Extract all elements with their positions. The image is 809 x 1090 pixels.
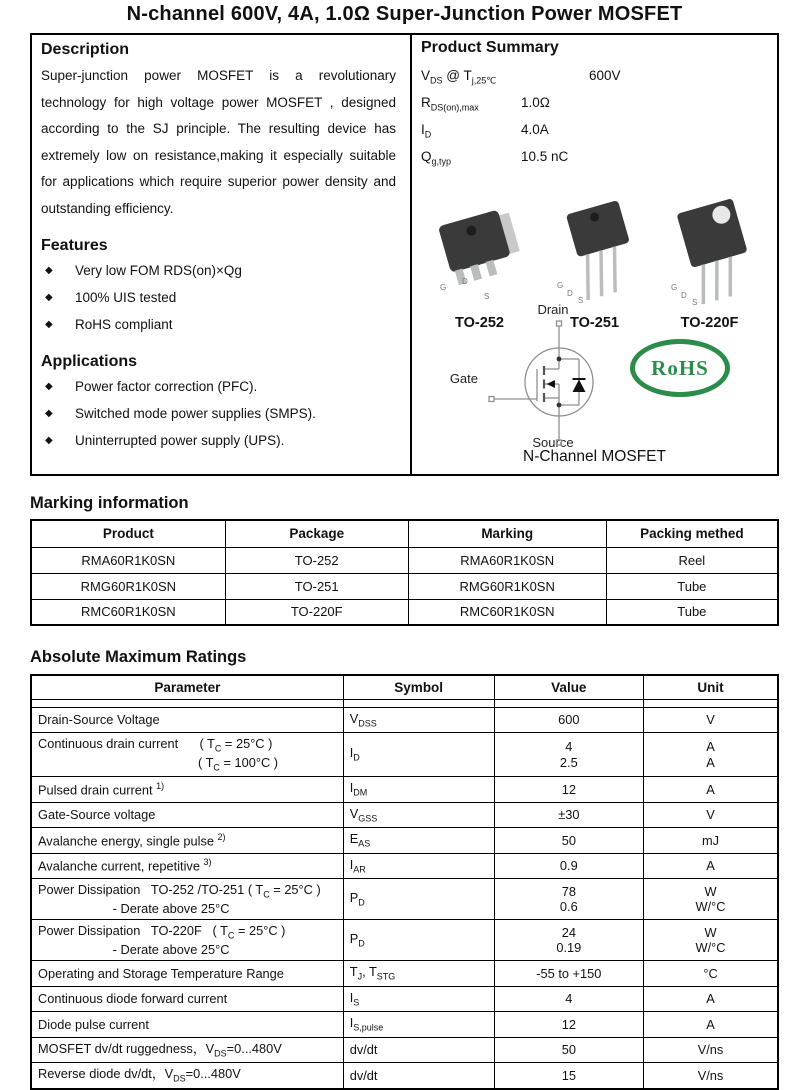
table-cell: Tube: [606, 573, 778, 599]
list-item-label: Very low FOM RDS(on)×Qg: [75, 263, 242, 278]
table-cell: $V_{DSS}$: [343, 707, 494, 733]
table-cell: 0.9: [494, 853, 643, 879]
product-summary-specs: [421, 64, 771, 172]
list-item: [41, 284, 396, 311]
table-cell: $I_{DM}$: [343, 777, 494, 803]
overview-box: [30, 33, 779, 476]
table-cell: Reel: [606, 547, 778, 573]
diamond-bullet-icon: ◆: [45, 319, 53, 330]
table-cell: RMC60R1K0SN: [31, 599, 225, 625]
spec-row: [421, 118, 771, 145]
table-cell: $V_{GSS}$: [343, 802, 494, 828]
pin-label-s: S: [483, 292, 489, 301]
marking-heading: Marking information: [30, 494, 189, 512]
table-cell: 12: [494, 1012, 643, 1038]
spacer-row: [31, 699, 778, 707]
list-item-label: RoHS compliant: [75, 317, 173, 332]
list-item: [41, 373, 396, 400]
diamond-bullet-icon: ◆: [45, 265, 53, 276]
table-cell: $I_S$: [343, 986, 494, 1012]
table-cell: 4: [494, 986, 643, 1012]
table-cell: $P_D$: [343, 920, 494, 961]
features-heading: Features: [41, 237, 108, 254]
table-row: [31, 853, 778, 879]
table-cell: ±30: [494, 802, 643, 828]
table-row: [31, 986, 778, 1012]
spec-symbol: $V_{DS}$ @ $T_{j,25℃}$: [421, 68, 497, 86]
list-item: [41, 257, 396, 284]
table-cell: Avalanche energy, single pulse $^{2)}$: [31, 828, 343, 854]
table-cell: 600: [494, 707, 643, 733]
table-cell: V: [644, 802, 778, 828]
spacer-cell: [31, 699, 343, 707]
list-item-label: Uninterrupted power supply (UPS).: [75, 433, 285, 448]
page-title: N-channel 600V, 4A, 1.0Ω Super-Junction Power MOSFET: [126, 3, 683, 25]
table-cell: Tube: [606, 599, 778, 625]
table-cell: -55 to +150: [494, 961, 643, 987]
table-row: [31, 1037, 778, 1063]
table-cell: $T_J$, $T_{STG}$: [343, 961, 494, 987]
table-cell: Diode pulse current: [31, 1012, 343, 1038]
column-header: Product: [31, 520, 225, 547]
diamond-bullet-icon: ◆: [45, 381, 53, 392]
table-row: [31, 828, 778, 854]
column-header: Value: [494, 675, 643, 699]
table-row: [31, 1012, 778, 1038]
spacer-cell: [343, 699, 494, 707]
table-cell: TO-220F: [225, 599, 408, 625]
table-cell: A: [644, 1012, 778, 1038]
marking-table: [30, 519, 779, 626]
table-row: [31, 961, 778, 987]
pin-label-g: G: [670, 283, 677, 292]
ratings-heading: Absolute Maximum Ratings: [30, 648, 247, 666]
table-cell: Reverse diode dv/dt，$V_{DS}=0...480V$: [31, 1063, 343, 1089]
table-row: [31, 777, 778, 803]
spec-value: 1.0Ω: [521, 95, 550, 110]
pin-label-d: D: [680, 291, 687, 300]
table-cell: $I_{AR}$: [343, 853, 494, 879]
description-heading: Description: [41, 41, 130, 58]
marking-table-body: [31, 547, 778, 625]
table-cell: A: [644, 777, 778, 803]
applications-heading: Applications: [41, 353, 138, 370]
spec-value: 10.5 nC: [521, 149, 569, 164]
table-cell: TO-252: [225, 547, 408, 573]
package-label: TO-251: [570, 315, 619, 331]
spec-symbol: $R_{DS(on),max}$: [421, 95, 479, 113]
table-cell: 50: [494, 1037, 643, 1063]
column-header: Packing methed: [606, 520, 778, 547]
table-cell: dv/dt: [343, 1063, 494, 1089]
drain-label: Drain: [537, 302, 569, 317]
table-cell: 78 0.6: [494, 879, 643, 920]
spec-symbol: $Q_{g,typ}$: [421, 149, 452, 167]
table-cell: V: [644, 707, 778, 733]
column-header: Package: [225, 520, 408, 547]
pin-label-s: S: [577, 296, 583, 305]
table-cell: A A: [644, 733, 778, 777]
product-summary-heading: Product Summary: [421, 39, 559, 56]
table-cell: Power Dissipation TO-252 /TO-251 ( $T_C = 25^\circ C$ ) - Derate above 25°C: [31, 879, 343, 920]
list-item: [41, 311, 396, 338]
table-cell: W W/°C: [644, 879, 778, 920]
table-cell: RMG60R1K0SN: [31, 573, 225, 599]
ratings-table: [30, 674, 779, 1090]
spec-value: 4.0A: [521, 122, 549, 137]
table-cell: RMC60R1K0SN: [408, 599, 606, 625]
diamond-bullet-icon: ◆: [45, 408, 53, 419]
list-item-label: Power factor correction (PFC).: [75, 379, 258, 394]
table-row: [31, 802, 778, 828]
ratings-header-row: [31, 675, 778, 699]
spec-row: [421, 64, 771, 91]
pin-label-d: D: [566, 289, 573, 298]
table-cell: Operating and Storage Temperature Range: [31, 961, 343, 987]
column-header: Parameter: [31, 675, 343, 699]
to251-photo: [541, 200, 649, 308]
spec-value: 600V: [589, 68, 621, 83]
table-cell: Drain-Source Voltage: [31, 707, 343, 733]
list-item-label: 100% UIS tested: [75, 290, 177, 305]
table-cell: $I_{S,pulse}$: [343, 1012, 494, 1038]
list-item: [41, 427, 396, 454]
table-row: [31, 879, 778, 920]
table-cell: $E_{AS}$: [343, 828, 494, 854]
gate-label: Gate: [449, 371, 478, 386]
list-item: [41, 400, 396, 427]
table-cell: Avalanche current, repetitive $^{3)}$: [31, 853, 343, 879]
ratings-table-body: [31, 699, 778, 1089]
table-row: [31, 599, 778, 625]
column-header: Marking: [408, 520, 606, 547]
table-cell: mJ: [644, 828, 778, 854]
spec-symbol: $I_D$: [421, 122, 432, 140]
package-label: TO-220F: [680, 315, 739, 331]
source-label: Source: [532, 435, 574, 450]
table-cell: A: [644, 986, 778, 1012]
pin-label-g: G: [439, 283, 446, 292]
list-item-label: Switched mode power supplies (SMPS).: [75, 406, 316, 421]
table-cell: Continuous diode forward current: [31, 986, 343, 1012]
features-list: [41, 257, 396, 338]
table-cell: 4 2.5: [494, 733, 643, 777]
column-header: Symbol: [343, 675, 494, 699]
table-cell: Gate-Source voltage: [31, 802, 343, 828]
mosfet-symbol-icon: [483, 319, 623, 449]
table-cell: $P_D$: [343, 879, 494, 920]
table-cell: RMA60R1K0SN: [31, 547, 225, 573]
applications-list: [41, 373, 396, 454]
package-label: TO-252: [455, 315, 504, 331]
marking-header-row: [31, 520, 778, 547]
column-header: Unit: [644, 675, 778, 699]
product-summary-column: [412, 35, 777, 474]
pin-label-s: S: [691, 298, 697, 307]
table-row: [31, 920, 778, 961]
table-cell: 12: [494, 777, 643, 803]
spacer-cell: [644, 699, 778, 707]
table-cell: MOSFET dv/dt ruggedness，$V_{DS}=0...480V$: [31, 1037, 343, 1063]
table-cell: Pulsed drain current $^{1)}$: [31, 777, 343, 803]
table-cell: Power Dissipation TO-220F ( $T_C = 25^\circ C$ ) - Derate above 25°C: [31, 920, 343, 961]
pin-label-g: G: [556, 281, 563, 290]
nchannel-caption: N-Channel MOSFET: [523, 448, 666, 465]
description-text: Super-junction power MOSFET is a revolutionary technology for high voltage power MOSFET , designed according to the SJ principle. The resulting device has extremely low on resistance,making it especially suitable for applications which require superior power density and outstanding efficiency.: [41, 68, 396, 216]
table-row: [31, 1063, 778, 1089]
table-row: [31, 733, 778, 777]
table-cell: V/ns: [644, 1063, 778, 1089]
table-row: [31, 547, 778, 573]
diamond-bullet-icon: ◆: [45, 292, 53, 303]
table-cell: RMG60R1K0SN: [408, 573, 606, 599]
diamond-bullet-icon: ◆: [45, 435, 53, 446]
spacer-cell: [494, 699, 643, 707]
to252-photo: [426, 200, 534, 308]
table-cell: V/ns: [644, 1037, 778, 1063]
pin-label-d: D: [461, 277, 468, 286]
spec-row: [421, 91, 771, 118]
to220f-photo: [656, 200, 764, 308]
description-column: [32, 35, 412, 474]
table-cell: Continuous drain current ( $T_C = 25^\circ C$ ) ( $T_C = 100^\circ C$ ): [31, 733, 343, 777]
package-to220f: [654, 200, 766, 331]
table-cell: RMA60R1K0SN: [408, 547, 606, 573]
table-cell: TO-251: [225, 573, 408, 599]
table-cell: dv/dt: [343, 1037, 494, 1063]
table-cell: 50: [494, 828, 643, 854]
table-cell: 24 0.19: [494, 920, 643, 961]
table-cell: $I_D$: [343, 733, 494, 777]
table-cell: °C: [644, 961, 778, 987]
table-cell: 15: [494, 1063, 643, 1089]
rohs-logo-text: RoHS: [651, 355, 709, 380]
rohs-logo: [630, 339, 730, 397]
table-cell: W W/°C: [644, 920, 778, 961]
table-row: [31, 573, 778, 599]
table-row: [31, 707, 778, 733]
table-cell: A: [644, 853, 778, 879]
